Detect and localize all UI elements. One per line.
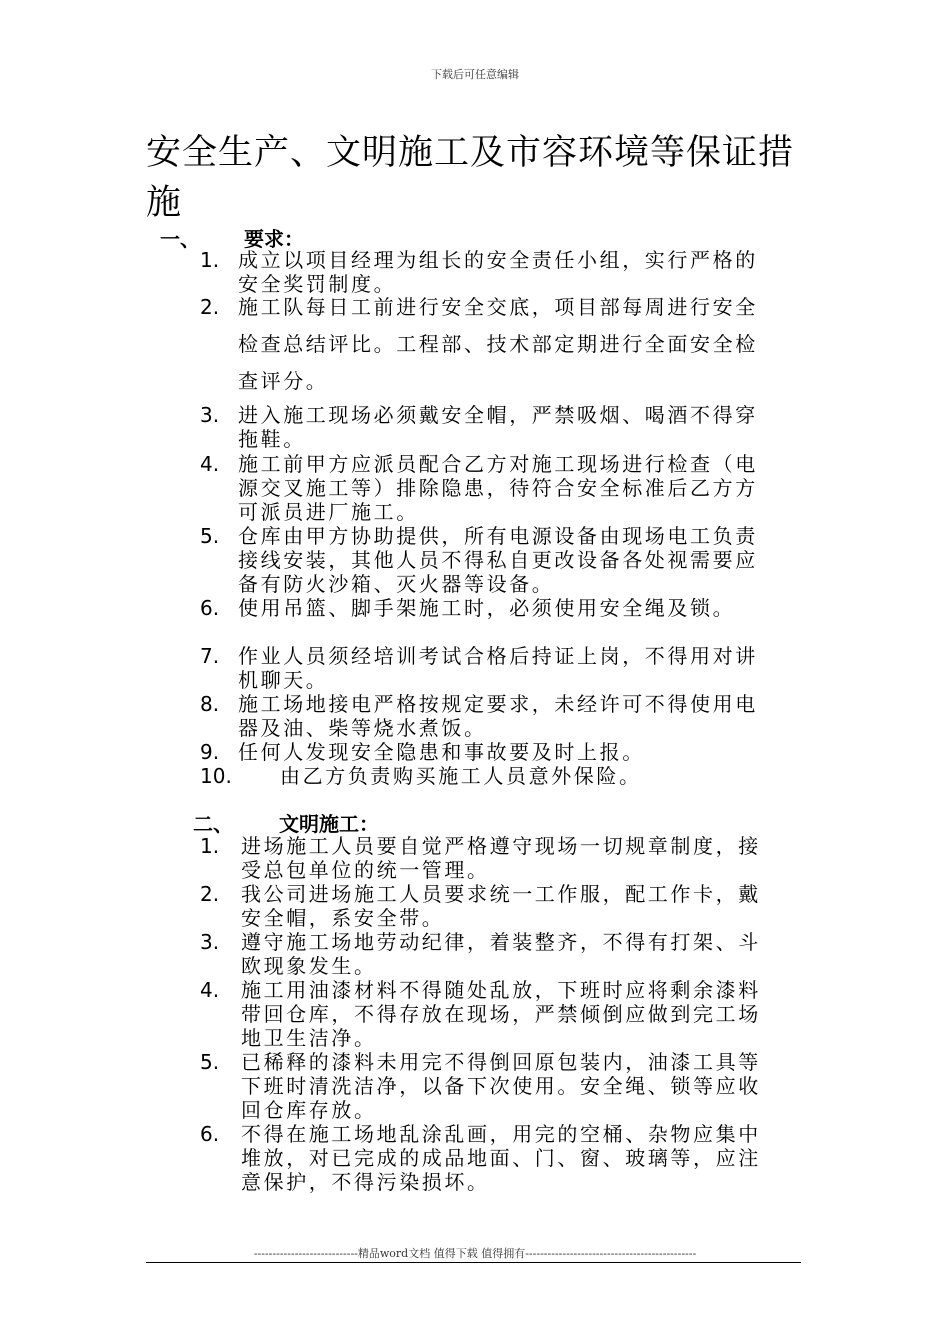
item-text: 施工队每日工前进行安全交底，项目部每周进行安全检查总结评比。工程部、技术部定期进行全面安全检查评分。 xyxy=(238,295,758,393)
footer-divider xyxy=(146,1262,801,1263)
item-number: 6. xyxy=(200,1122,220,1146)
item-number: 4. xyxy=(200,978,220,1002)
item-text: 遵守施工场地劳动纪律，着装整齐，不得有打架、斗欧现象发生。 xyxy=(241,930,761,978)
item-number: 8. xyxy=(200,692,220,716)
item-text: 作业人员须经培训考试合格后持证上岗，不得用对讲机聊天。 xyxy=(238,644,758,692)
item-text: 施工场地接电严格按规定要求，未经许可不得使用电器及油、柴等烧水煮饭。 xyxy=(238,692,758,740)
section-number: 二、 xyxy=(193,812,233,836)
item-text: 施工用油漆材料不得随处乱放，下班时应将剩余漆料带回仓库，不得存放在现场，严禁倾倒应做到完工场地卫生洁净。 xyxy=(241,978,761,1050)
list-item xyxy=(200,882,770,930)
item-text: 不得在施工场地乱涂乱画，用完的空桶、杂物应集中堆放，对已完成的成品地面、门、窗、玻璃等，应注意保护，不得污染损坏。 xyxy=(241,1122,761,1194)
list-item xyxy=(200,524,770,596)
list-item xyxy=(200,834,770,882)
item-text: 由乙方负责购买施工人员意外保险。 xyxy=(280,764,642,788)
list-item xyxy=(200,596,770,620)
item-number: 5. xyxy=(200,524,220,548)
item-number: 6. xyxy=(200,596,220,620)
item-number: 2. xyxy=(200,295,220,319)
section-label: 文明施工： xyxy=(279,812,379,836)
item-text: 使用吊篮、脚手架施工时，必须使用安全绳及锁。 xyxy=(238,596,736,620)
header-note: 下载后可任意编辑 xyxy=(431,68,519,81)
item-text: 仓库由甲方协助提供，所有电源设备由现场电工负责接线安装，其他人员不得私自更改设备各处视需要应备有防火沙箱、灭火器等设备。 xyxy=(238,524,758,596)
item-text: 进场施工人员要自觉严格遵守现场一切规章制度，接受总包单位的统一管理。 xyxy=(241,834,761,882)
list-item xyxy=(200,764,770,788)
item-text: 进入施工现场必须戴安全帽，严禁吸烟、喝酒不得穿拖鞋。 xyxy=(238,403,758,451)
item-text: 我公司进场施工人员要求统一工作服，配工作卡，戴安全帽，系安全带。 xyxy=(241,882,761,930)
page-title: 安全生产、文明施工及市容环境等保证措施 xyxy=(146,133,795,223)
item-number: 10. xyxy=(200,764,232,788)
item-number: 4. xyxy=(200,452,220,476)
item-text: 施工前甲方应派员配合乙方对施工现场进行检查（电源交叉施工等）排除隐患，待符合安全标准后乙方方可派员进厂施工。 xyxy=(238,452,758,524)
footer-note: ----------------------------精品word文档 值得下载 值得拥有---------------------------------------------- xyxy=(253,1247,697,1260)
item-number: 7. xyxy=(200,644,220,668)
item-number: 2. xyxy=(200,882,220,906)
item-number: 1. xyxy=(200,834,220,858)
list-item xyxy=(200,740,770,764)
section-number: 一、 xyxy=(160,227,200,251)
list-item xyxy=(200,1050,770,1122)
list-item xyxy=(200,644,770,692)
item-text: 已稀释的漆料未用完不得倒回原包装内，油漆工具等下班时清洗洁净，以备下次使用。安全绳、锁等应收回仓库存放。 xyxy=(241,1050,761,1122)
item-number: 5. xyxy=(200,1050,220,1074)
list-item xyxy=(200,692,770,740)
item-number: 3. xyxy=(200,930,220,954)
section-label: 要求： xyxy=(244,227,304,251)
list-item xyxy=(200,452,770,524)
list-item xyxy=(200,289,770,400)
list-item xyxy=(200,978,770,1050)
list-item xyxy=(200,930,770,978)
item-number: 1. xyxy=(200,248,220,272)
item-text: 任何人发现安全隐患和事故要及时上报。 xyxy=(238,740,645,764)
item-text: 成立以项目经理为组长的安全责任小组，实行严格的安全奖罚制度。 xyxy=(238,248,758,296)
item-number: 3. xyxy=(200,403,220,427)
list-item xyxy=(200,1122,770,1194)
list-item xyxy=(200,403,770,451)
item-number: 9. xyxy=(200,740,220,764)
